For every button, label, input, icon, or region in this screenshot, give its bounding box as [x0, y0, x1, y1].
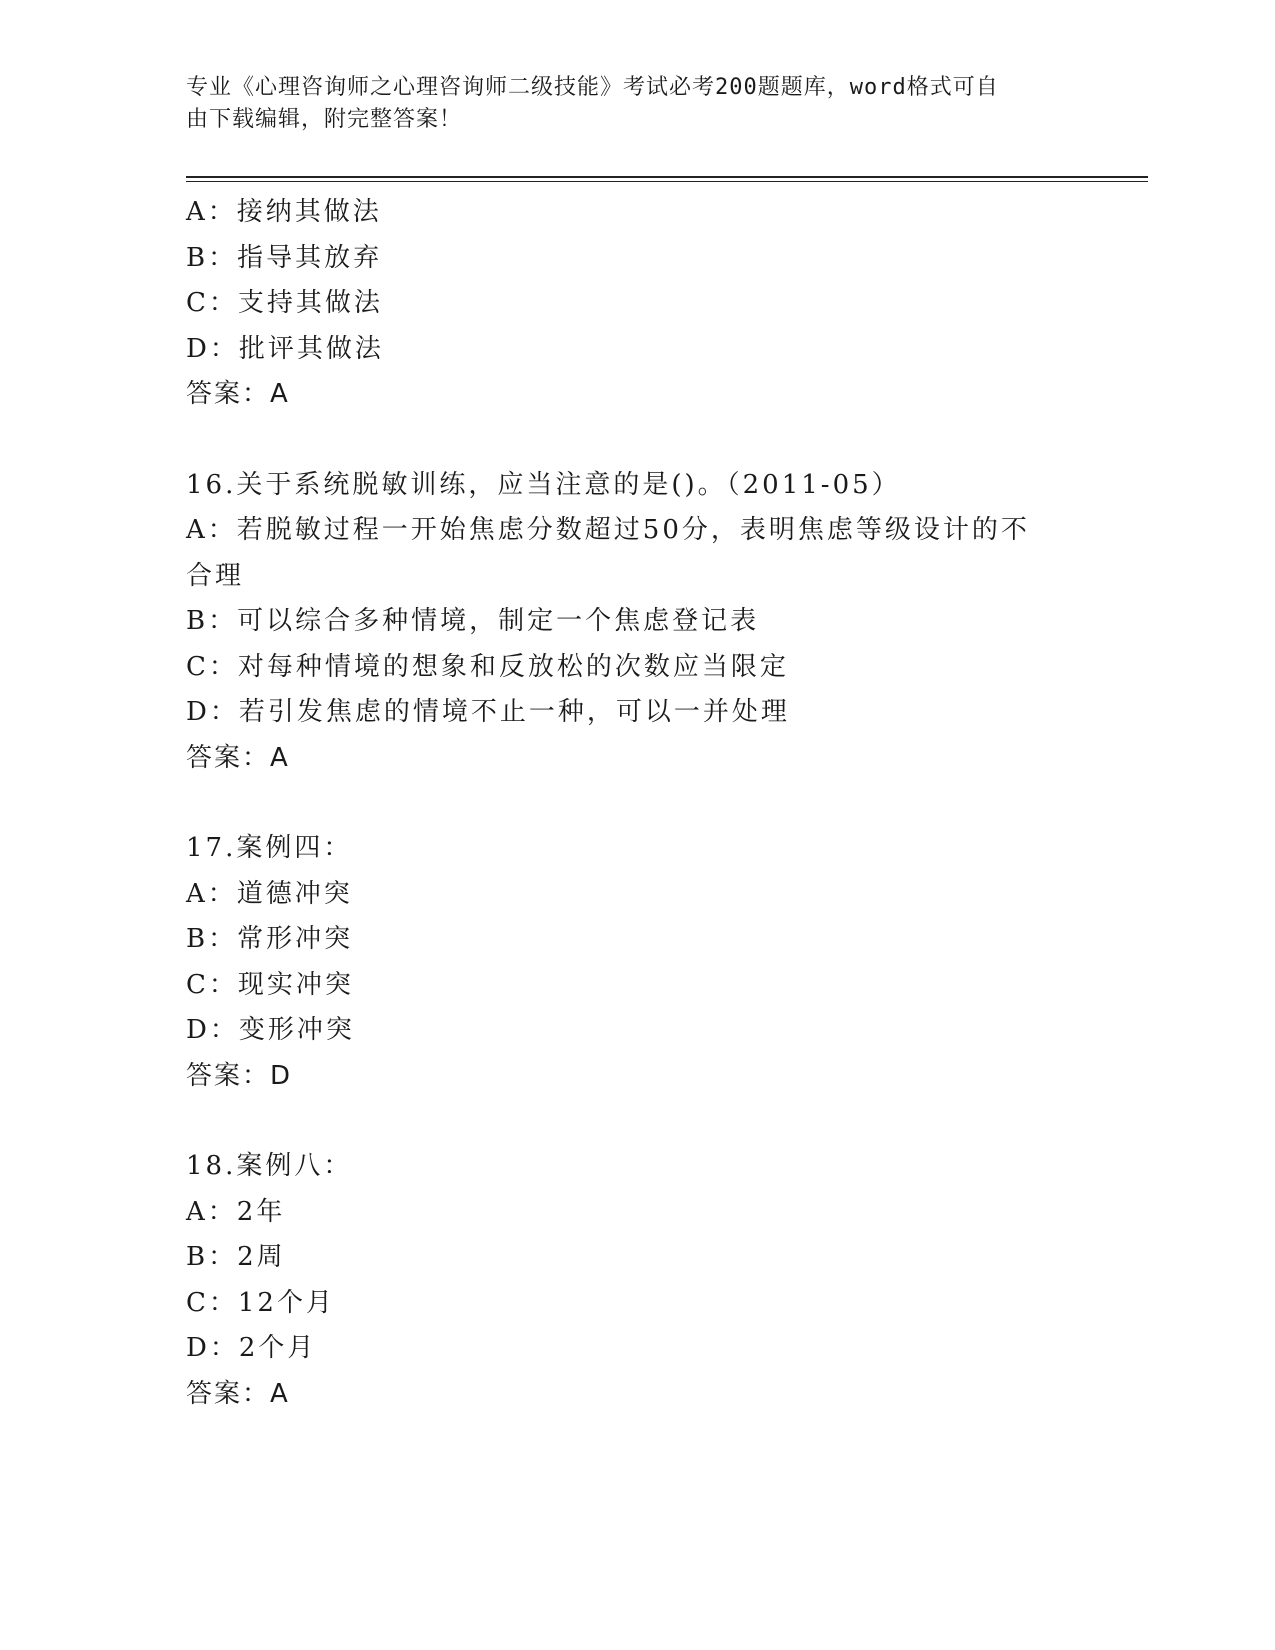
option-a: A：2年 — [186, 1196, 286, 1227]
document-header — [186, 72, 1066, 136]
option-d: D：2个月 — [186, 1333, 317, 1363]
question-block-15 — [186, 190, 1086, 418]
answer-line: 答案：A — [186, 379, 290, 409]
header-line-1: 专业《心理咨询师之心理咨询师二级技能》考试必考200题题库，word格式可自 — [186, 75, 999, 100]
question-list — [186, 190, 1086, 1417]
question-text: 16.关于系统脱敏训练，应当注意的是()。（2011-05） — [186, 469, 901, 500]
option-d: D：若引发焦虑的情境不止一种，可以一并处理 — [186, 697, 790, 727]
option-c: C：12个月 — [186, 1287, 335, 1318]
header-divider-thick — [186, 176, 1148, 178]
option-b: B：常形冲突 — [186, 924, 354, 954]
option-a: A：若脱敏过程一开始焦虑分数超过50分，表明焦虑等级设计的不合理 — [186, 515, 1030, 591]
option-d: D：批评其做法 — [186, 333, 384, 364]
header-line-2: 由下载编辑，附完整答案！ — [186, 107, 463, 132]
option-c: C：支持其做法 — [186, 288, 383, 318]
option-a: A：接纳其做法 — [186, 197, 382, 227]
answer-line: 答案：D — [186, 1060, 293, 1091]
option-d: D：变形冲突 — [186, 1015, 355, 1045]
question-text: 17.案例四： — [186, 833, 353, 863]
question-block-16 — [186, 463, 1086, 782]
option-c: C：现实冲突 — [186, 969, 354, 1000]
question-text: 18.案例八： — [186, 1151, 353, 1181]
option-b: B：2周 — [186, 1242, 286, 1272]
question-block-18 — [186, 1144, 1086, 1417]
answer-line: 答案：A — [186, 1378, 290, 1409]
answer-line: 答案：A — [186, 742, 290, 773]
option-c: C：对每种情境的想象和反放松的次数应当限定 — [186, 651, 789, 682]
question-block-17 — [186, 826, 1086, 1099]
option-b: B：指导其放弃 — [186, 242, 383, 273]
header-divider-thin — [186, 181, 1148, 182]
option-b: B：可以综合多种情境，制定一个焦虑登记表 — [186, 606, 760, 636]
option-a: A：道德冲突 — [186, 878, 353, 909]
